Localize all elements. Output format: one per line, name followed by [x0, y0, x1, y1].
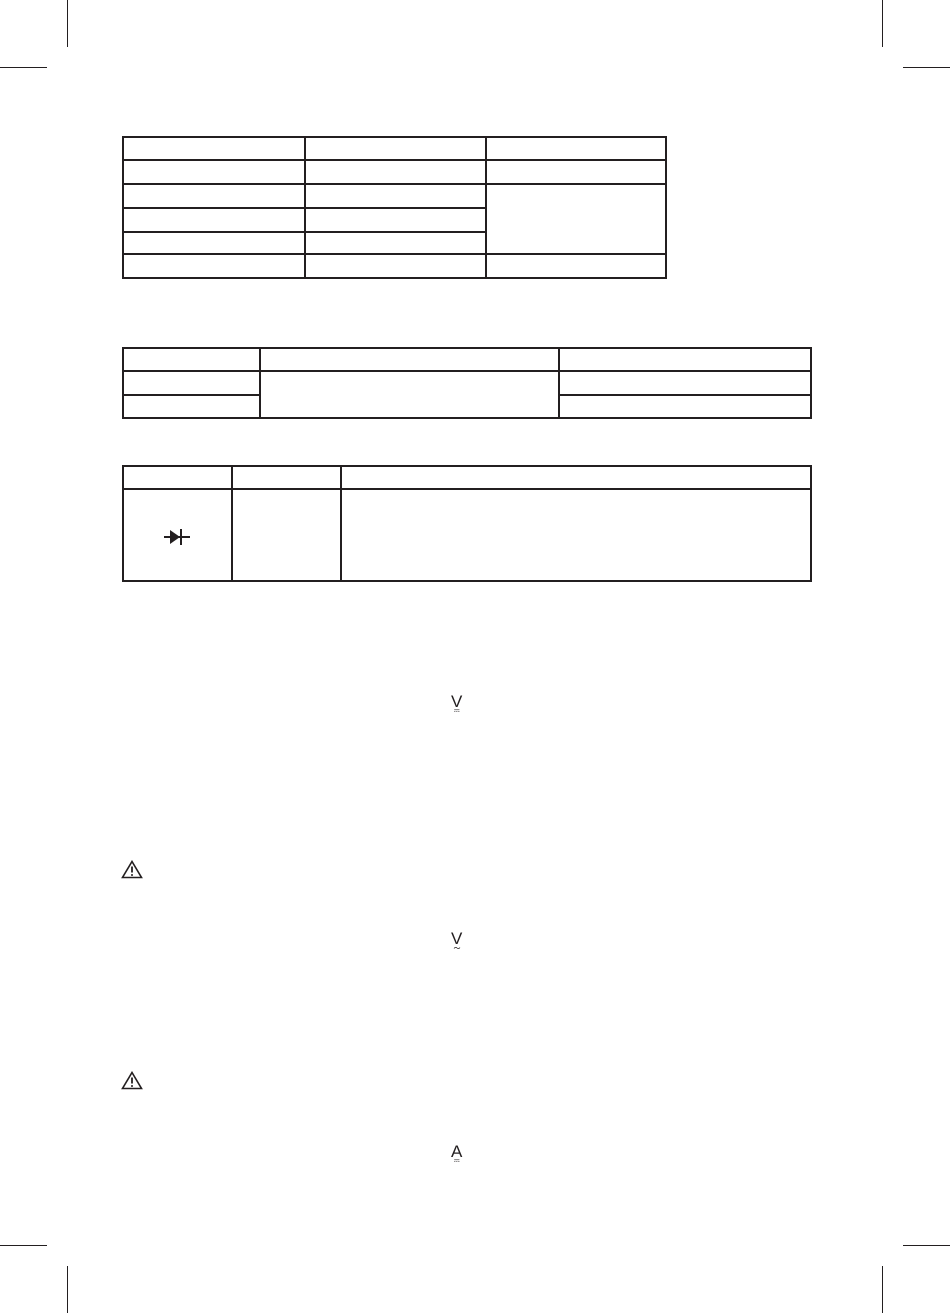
table-column-divider: [231, 467, 233, 580]
dc-voltage-letter: V: [451, 692, 463, 711]
dc-current-icon: [451, 1143, 465, 1171]
table-row-divider: [124, 370, 810, 372]
diode-icon: [164, 528, 190, 546]
spec-table-1: [122, 136, 667, 279]
crop-mark: [882, 0, 883, 47]
table-row-divider: [124, 231, 485, 233]
table-column-divider: [340, 467, 342, 580]
crop-mark: [0, 1245, 47, 1246]
table-row-divider: [124, 394, 259, 396]
table-row-divider: [124, 488, 810, 490]
dc-current-letter: A: [451, 1142, 463, 1161]
crop-mark: [0, 67, 47, 68]
table-column-divider: [558, 349, 560, 417]
table-row-divider: [124, 253, 665, 255]
ac-voltage-icon: [451, 930, 465, 958]
crop-mark: [67, 1266, 68, 1313]
table-row-divider: [558, 394, 810, 396]
crop-mark: [67, 0, 68, 47]
table-row-divider: [124, 159, 665, 161]
warning-triangle-icon: [121, 1071, 143, 1090]
ac-voltage-letter: V: [451, 929, 463, 948]
dc-voltage-icon: [451, 693, 465, 721]
crop-mark: [903, 67, 950, 68]
diode-table: [122, 465, 812, 582]
spec-table-2: [122, 347, 812, 419]
table-row-divider: [124, 183, 665, 185]
crop-mark: [903, 1245, 950, 1246]
table-column-divider: [259, 349, 261, 417]
warning-triangle-icon: [121, 860, 143, 879]
table-row-divider: [124, 207, 485, 209]
crop-mark: [882, 1266, 883, 1313]
